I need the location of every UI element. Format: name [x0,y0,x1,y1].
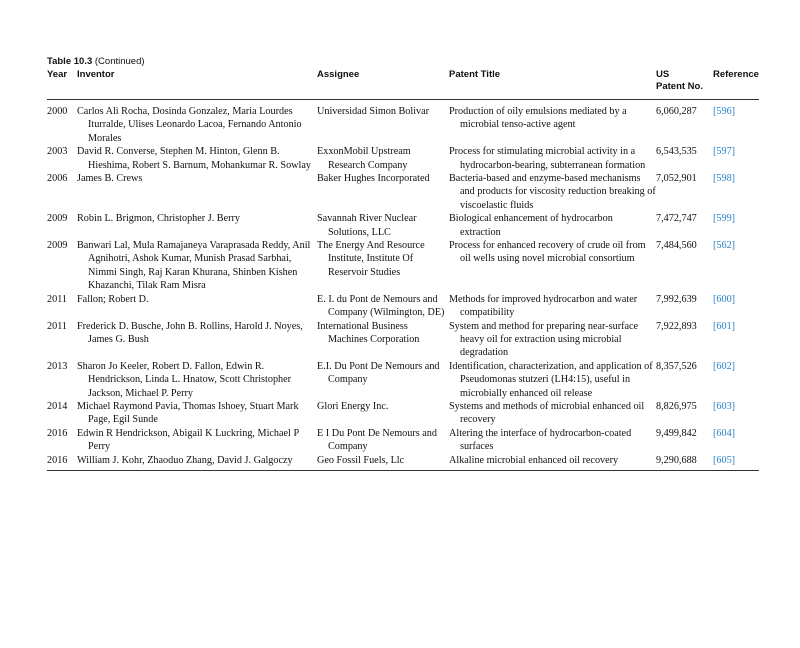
cell-title: Process for stimulating microbial activity in a hydrocarbon-bearing, subterranean formation [449,146,646,171]
table-row [47,145,759,172]
cell-assignee: International Business Machines Corporation [317,320,420,345]
cell-patent-no: 9,499,842 [656,427,697,439]
table-row [47,454,759,471]
cell-patent-no: 7,922,893 [656,320,697,332]
cell-patent-no: 7,484,560 [656,240,697,252]
reference-link[interactable]: [598] [713,173,736,185]
header-patent-line2: Patent No. [656,81,703,92]
cell-title: System and method for preparing near-surface heavy oil for extraction using microbial degradation [449,320,639,359]
table-row [47,320,759,360]
reference-link[interactable]: [596] [713,106,736,117]
cell-year: 2000 [47,106,68,117]
cell-assignee: E I Du Pont De Nemours and Company [317,427,437,453]
patent-table [47,68,759,471]
cell-patent-no: 7,472,747 [656,213,697,225]
header-year: Year [47,69,68,80]
table-page [47,56,759,471]
cell-title: Bacteria-based and enzyme-based mechanisms and products for viscosity reduction breaking of viscoelastic fluids [449,173,656,211]
cell-title: Production of oily emulsions mediated by a microbial tenso-active agent [449,106,627,131]
cell-assignee: Glori Energy Inc. [317,400,389,412]
cell-patent-no: 8,826,975 [656,400,697,412]
cell-assignee: E. I. du Pont de Nemours and Company (Wilmington, DE) [317,293,445,319]
cell-inventor: Michael Raymond Pavia, Thomas Ishoey, Stuart Mark Page, Egil Sunde [77,400,299,426]
table-label: Table 10.3 [47,56,93,67]
cell-year: 2011 [47,320,67,332]
reference-link[interactable]: [600] [713,293,736,305]
cell-assignee: Savannah River Nuclear Solutions, LLC [317,213,417,238]
cell-year: 2009 [47,240,68,252]
cell-year: 2013 [47,360,68,372]
cell-title: Alkaline microbial enhanced oil recovery [449,454,619,466]
cell-patent-no: 6,060,287 [656,106,697,117]
cell-year: 2009 [47,213,68,225]
table-row [47,400,759,427]
table-row [47,239,759,293]
table-row [47,212,759,239]
cell-assignee: E.I. Du Pont De Nemours and Company [317,360,440,386]
cell-inventor: Carlos Ali Rocha, Dosinda Gonzalez, Maria Lourdes Iturralde, Ulises Leonardo Lacoa, Fernando Antonio Morales [77,106,302,144]
reference-link[interactable]: [601] [713,320,736,332]
cell-title: Altering the interface of hydrocarbon-coated surfaces [449,427,632,453]
table-continued: (Continued) [94,56,145,67]
cell-year: 2011 [47,293,67,305]
cell-patent-no: 9,290,688 [656,454,697,466]
cell-inventor: Fallon; Robert D. [77,293,149,305]
cell-patent-no: 6,543,535 [656,146,697,158]
cell-assignee: ExxonMobil Upstream Research Company [317,146,411,171]
table-row [47,293,759,320]
cell-inventor: Edwin R Hendrickson, Abigail K Luckring, Michael P Perry [77,427,299,453]
reference-link[interactable]: [602] [713,360,736,372]
table-row [47,100,759,146]
cell-title: Methods for improved hydrocarbon and water compatibility [449,293,638,319]
cell-year: 2014 [47,400,68,412]
header-patent-no [656,68,713,100]
reference-link[interactable]: [597] [713,146,736,158]
cell-year: 2016 [47,454,68,466]
table-row [47,360,759,400]
reference-link[interactable]: [605] [713,454,736,466]
cell-title: Biological enhancement of hydrocarbon extraction [449,213,613,238]
table-row [47,172,759,212]
cell-inventor: David R. Converse, Stephen M. Hinton, Glenn B. Hieshima, Robert S. Barnum, Mohankumar R. Sowlay [77,146,311,171]
cell-year: 2016 [47,427,68,439]
header-reference: Reference [713,69,759,80]
cell-inventor: James B. Crews [77,173,143,185]
header-row [47,68,759,100]
header-inventor: Inventor [77,69,115,80]
cell-title: Identification, characterization, and application of Pseudomonas stutzeri (LH4:15), useful in microbially enhanced oil release [449,360,653,399]
cell-year: 2006 [47,173,68,185]
reference-link[interactable]: [562] [713,240,736,252]
cell-assignee: Geo Fossil Fuels, Llc [317,454,405,466]
header-title: Patent Title [449,69,501,80]
cell-inventor: Robin L. Brigmon, Christopher J. Berry [77,213,240,225]
reference-link[interactable]: [599] [713,213,736,225]
header-patent-line1: US [656,69,670,80]
cell-title: Process for enhanced recovery of crude oil from oil wells using novel microbial consortium [449,240,646,265]
cell-inventor: William J. Kohr, Zhaoduo Zhang, David J. Galgoczy [77,454,293,466]
table-caption [47,56,759,68]
reference-link[interactable]: [604] [713,427,736,439]
cell-inventor: Banwari Lal, Mula Ramajaneya Varaprasada Reddy, Anil Agnihotri, Ashok Kumar, Munish Prasad Sarbhai, Nimmi Singh, Raj Karan Khurana, Shinben Kishen Khazanchi, Tilak Ram Misra [77,240,311,292]
cell-assignee: The Energy And Resource Institute, Institute Of Reservoir Studies [317,240,425,278]
table-row [47,427,759,454]
cell-patent-no: 8,357,526 [656,360,697,372]
header-assignee: Assignee [317,69,360,80]
cell-patent-no: 7,992,639 [656,293,697,305]
cell-title: Systems and methods of microbial enhanced oil recovery [449,400,645,426]
cell-inventor: Sharon Jo Keeler, Robert D. Fallon, Edwin R. Hendrickson, Linda L. Hnatow, Scott Christopher Jackson, Michael P. Perry [77,360,292,399]
reference-link[interactable]: [603] [713,400,736,412]
cell-year: 2003 [47,146,68,158]
cell-patent-no: 7,052,901 [656,173,697,185]
cell-assignee: Baker Hughes Incorporated [317,173,430,185]
cell-assignee: Universidad Simon Bolivar [317,106,430,117]
cell-inventor: Frederick D. Busche, John B. Rollins, Harold J. Noyes, James G. Bush [77,320,303,345]
